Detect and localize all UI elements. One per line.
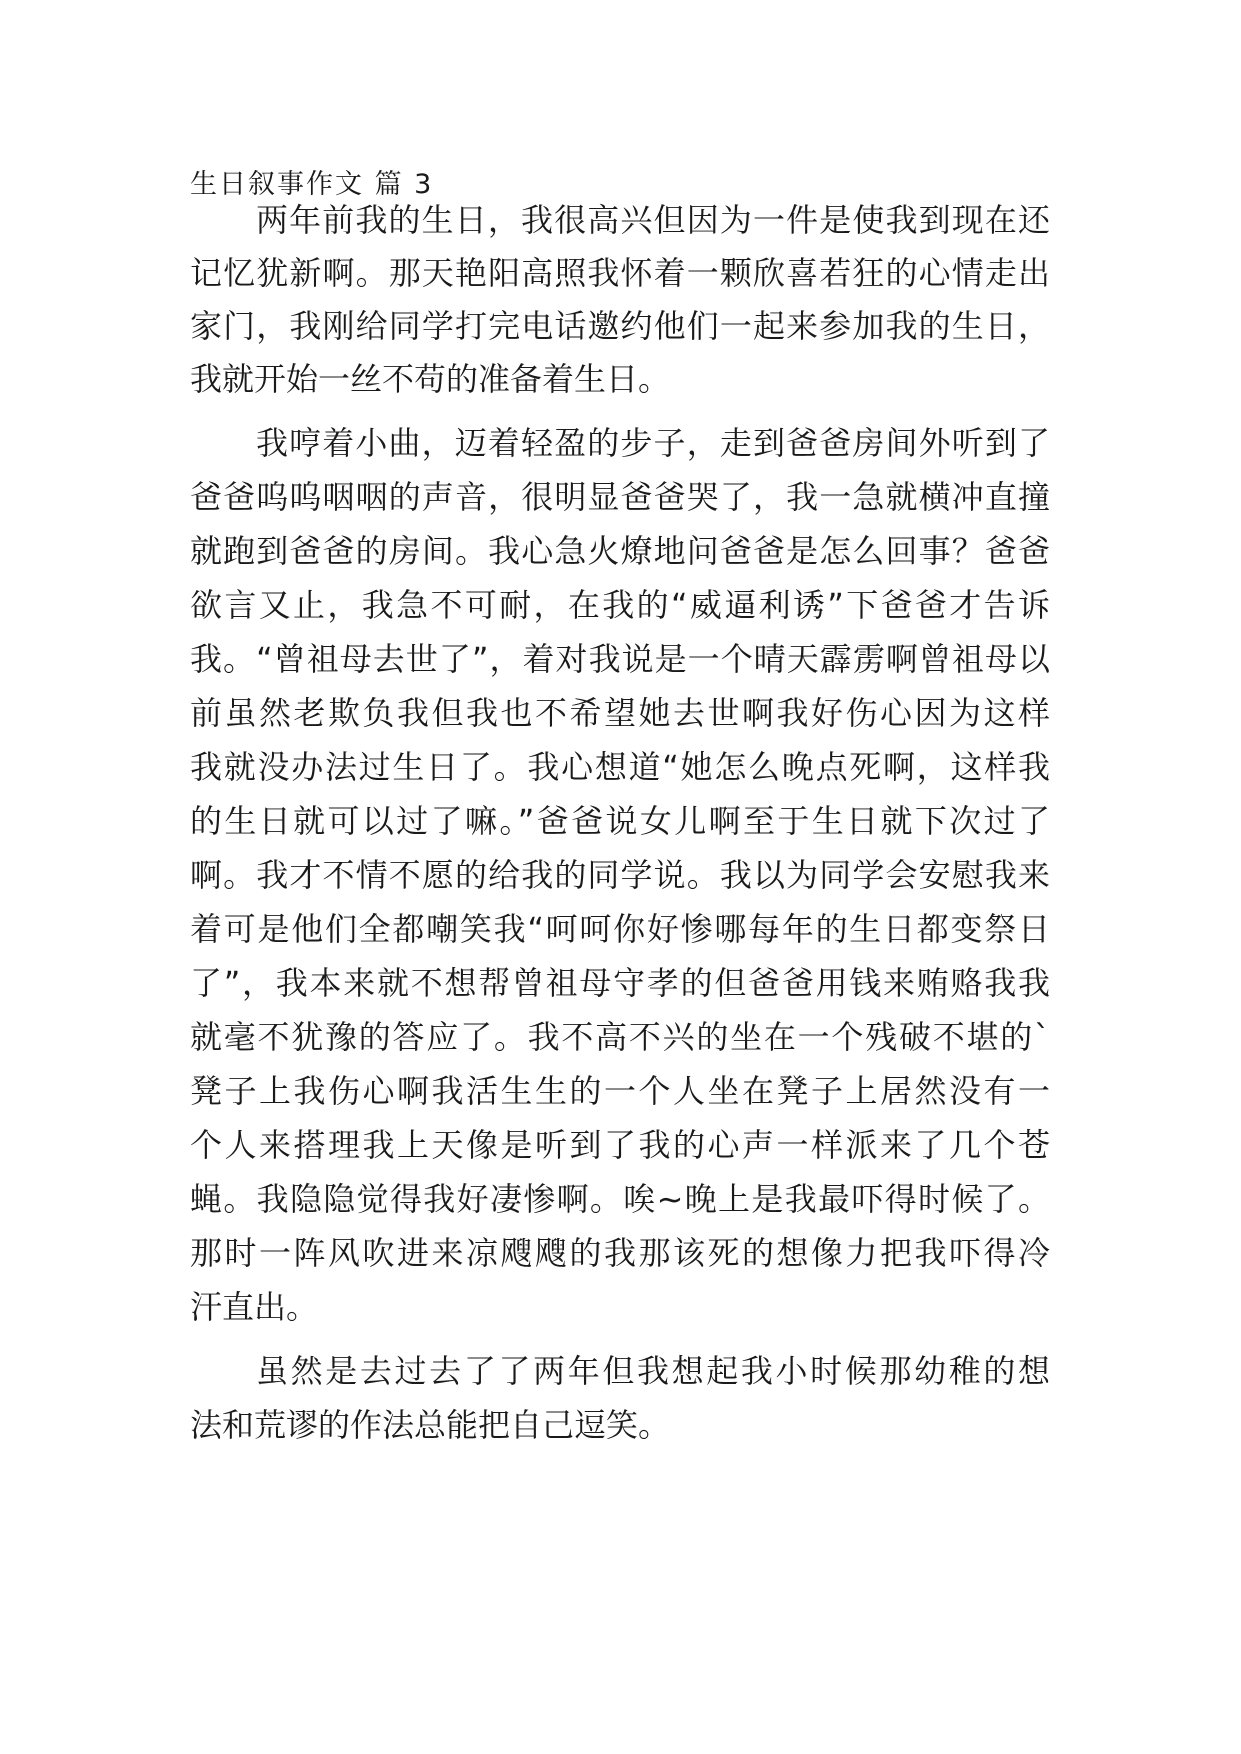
paragraph-3-line-1: 虽然是去过去了了两年但我想起我小时候那幼稚的想 — [256, 1352, 1050, 1390]
paragraph-2-line-5: 我。“曾祖母去世了”，着对我说是一个晴天霹雳啊曾祖母以 — [190, 640, 1050, 678]
paragraph-2-line-4: 欲言又止，我急不可耐，在我的“威逼利诱”下爸爸才告诉 — [190, 586, 1050, 624]
paragraph-3-line-2: 法和荒谬的作法总能把自己逗笑。 — [190, 1406, 671, 1444]
paragraph-2-line-7: 我就没办法过生日了。我心想道“她怎么晚点死啊，这样我 — [190, 748, 1050, 786]
paragraph-1-line-2: 记忆犹新啊。那天艳阳高照我怀着一颗欣喜若狂的心情走出 — [190, 254, 1050, 292]
paragraph-2-line-13: 凳子上我伤心啊我活生生的一个人坐在凳子上居然没有一 — [190, 1072, 1050, 1110]
paragraph-2-line-14: 个人来搭理我上天像是听到了我的心声一样派来了几个苍 — [190, 1126, 1050, 1164]
paragraph-2-line-8: 的生日就可以过了嘛。”爸爸说女儿啊至于生日就下次过了 — [190, 802, 1050, 840]
paragraph-2-line-1: 我哼着小曲，迈着轻盈的步子，走到爸爸房间外听到了 — [256, 424, 1050, 462]
paragraph-2-line-6: 前虽然老欺负我但我也不希望她去世啊我好伤心因为这样 — [190, 694, 1050, 732]
paragraph-1-line-1: 两年前我的生日，我很高兴但因为一件是使我到现在还 — [256, 201, 1050, 239]
paragraph-2-line-15: 蝇。我隐隐觉得我好凄惨啊。唉~晚上是我最吓得时候了。 — [190, 1180, 1050, 1218]
paragraph-2-line-16: 那时一阵风吹进来凉飕飕的我那该死的想像力把我吓得冷 — [190, 1234, 1050, 1272]
paragraph-1-line-3: 家门，我刚给同学打完电话邀约他们一起来参加我的生日， — [190, 307, 1050, 345]
paragraph-1-line-4: 我就开始一丝不苟的准备着生日。 — [190, 360, 671, 398]
paragraph-2-line-3: 就跑到爸爸的房间。我心急火燎地问爸爸是怎么回事？爸爸 — [190, 532, 1050, 570]
paragraph-2-line-9: 啊。我才不情不愿的给我的同学说。我以为同学会安慰我来 — [190, 856, 1050, 894]
document-title: 生日叙事作文 篇 3 — [190, 169, 434, 200]
paragraph-2-line-10: 着可是他们全都嘲笑我“呵呵你好惨哪每年的生日都变祭日 — [190, 910, 1050, 948]
paragraph-2-line-17: 汗直出。 — [190, 1288, 319, 1326]
paragraph-2-line-12: 就毫不犹豫的答应了。我不高不兴的坐在一个残破不堪的` — [190, 1018, 1050, 1056]
paragraph-2-line-11: 了”，我本来就不想帮曾祖母守孝的但爸爸用钱来贿赂我我 — [190, 964, 1050, 1002]
paragraph-2-line-2: 爸爸呜呜咽咽的声音，很明显爸爸哭了，我一急就横冲直撞 — [190, 478, 1050, 516]
